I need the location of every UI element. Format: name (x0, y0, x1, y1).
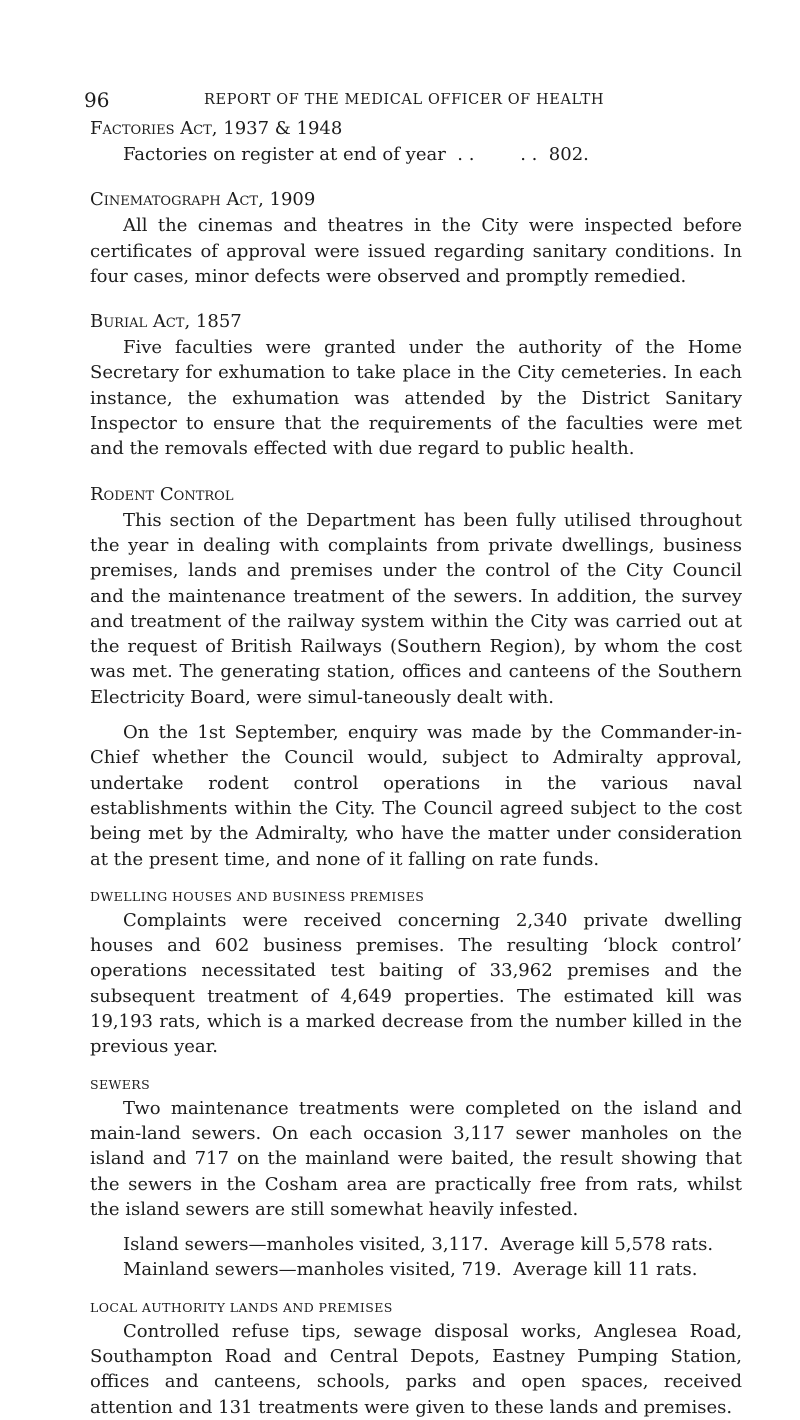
island-sewers-line: Island sewers—manholes visited, 3,117. Average kill 5,578 rats. (123, 1234, 714, 1256)
rodent-paragraph-2: On the 1st September, enquiry was made by the Commander-in-Chief whether the Council would, subject to Admiralty approval, undertake rodent control operations in the various naval establishments within the City. The Council agreed subject to the cost being met by the Admiralty, who have the matter under consideration at the present time, and none of it falling on rate funds. (90, 722, 742, 870)
subheading-sewers: SEWERS (90, 1076, 151, 1092)
page-body (90, 116, 742, 1420)
factories-register-line: Factories on register at end of year . . . . 802. (123, 144, 589, 165)
page-header (84, 88, 734, 112)
sewers-paragraph: Two maintenance treatments were completed on the island and main-land sewers. On each occasion 3,117 sewer manholes on the island and 717 on the mainland were baited, the result showing that the sewers in the Cosham area are practically free from rats, whilst the island sewers are still somewhat heavily infested. (90, 1097, 742, 1220)
page-number: 96 (84, 88, 110, 112)
local-authority-paragraph: Controlled refuse tips, sewage disposal works, Anglesea Road, Southampton Road and Central Depots, Eastney Pumping Station, offices and canteens, schools, parks and open spaces, received attention and 131 treatments were given to these lands and premises. (90, 1320, 742, 1418)
burial-paragraph: Five faculties were granted under the authority of the Home Secretary for exhumation to take place in the City cemeteries. In each instance, the exhumation was attended by the District Sanitary Inspector to ensure that the requirements of the faculties were met and the removals effected with due regard to public health. (90, 337, 742, 460)
section-heading-burial: Burial Act, 1857 (90, 311, 242, 333)
section-heading-factories: Factories Act, 1937 & 1948 (90, 118, 343, 139)
cinematograph-paragraph: All the cinemas and theatres in the City were inspected before certificates of approval were issued regarding sanitary conditions. In four cases, minor defects were observed and promptly remedied. (90, 215, 742, 287)
subheading-dwelling-houses: DWELLING HOUSES AND BUSINESS PREMISES (90, 888, 425, 904)
dwelling-paragraph: Complaints were received concerning 2,340 private dwelling houses and 602 business premises. The resulting ‘block control’ operations necessitated test baiting of 33,962 premises and the subsequent treatment of 4,649 properties. The estimated kill was 19,193 rats, which is a marked decrease from the number killed in the previous year. (90, 909, 742, 1058)
section-heading-rodent-control: Rodent Control (90, 483, 234, 505)
rodent-paragraph-1: This section of the Department has been fully utilised throughout the year in dealing with complaints from private dwellings, business premises, lands and premises under the control of the City Council and the maintenance treatment of the sewers. In addition, the survey and treatment of the railway system within the City was carried out at the request of British Railways (Southern Region), by whom the cost was met. The generating station, offices and canteens of the Southern Electricity Board, were simul-taneously dealt with. (90, 509, 742, 708)
mainland-sewers-line: Mainland sewers—manholes visited, 719. Average kill 11 rats. (123, 1259, 698, 1281)
section-heading-cinematograph: Cinematograph Act, 1909 (90, 189, 316, 211)
running-head: REPORT OF THE MEDICAL OFFICER OF HEALTH (204, 92, 605, 108)
subheading-local-authority: LOCAL AUTHORITY LANDS AND PREMISES (90, 1299, 393, 1315)
